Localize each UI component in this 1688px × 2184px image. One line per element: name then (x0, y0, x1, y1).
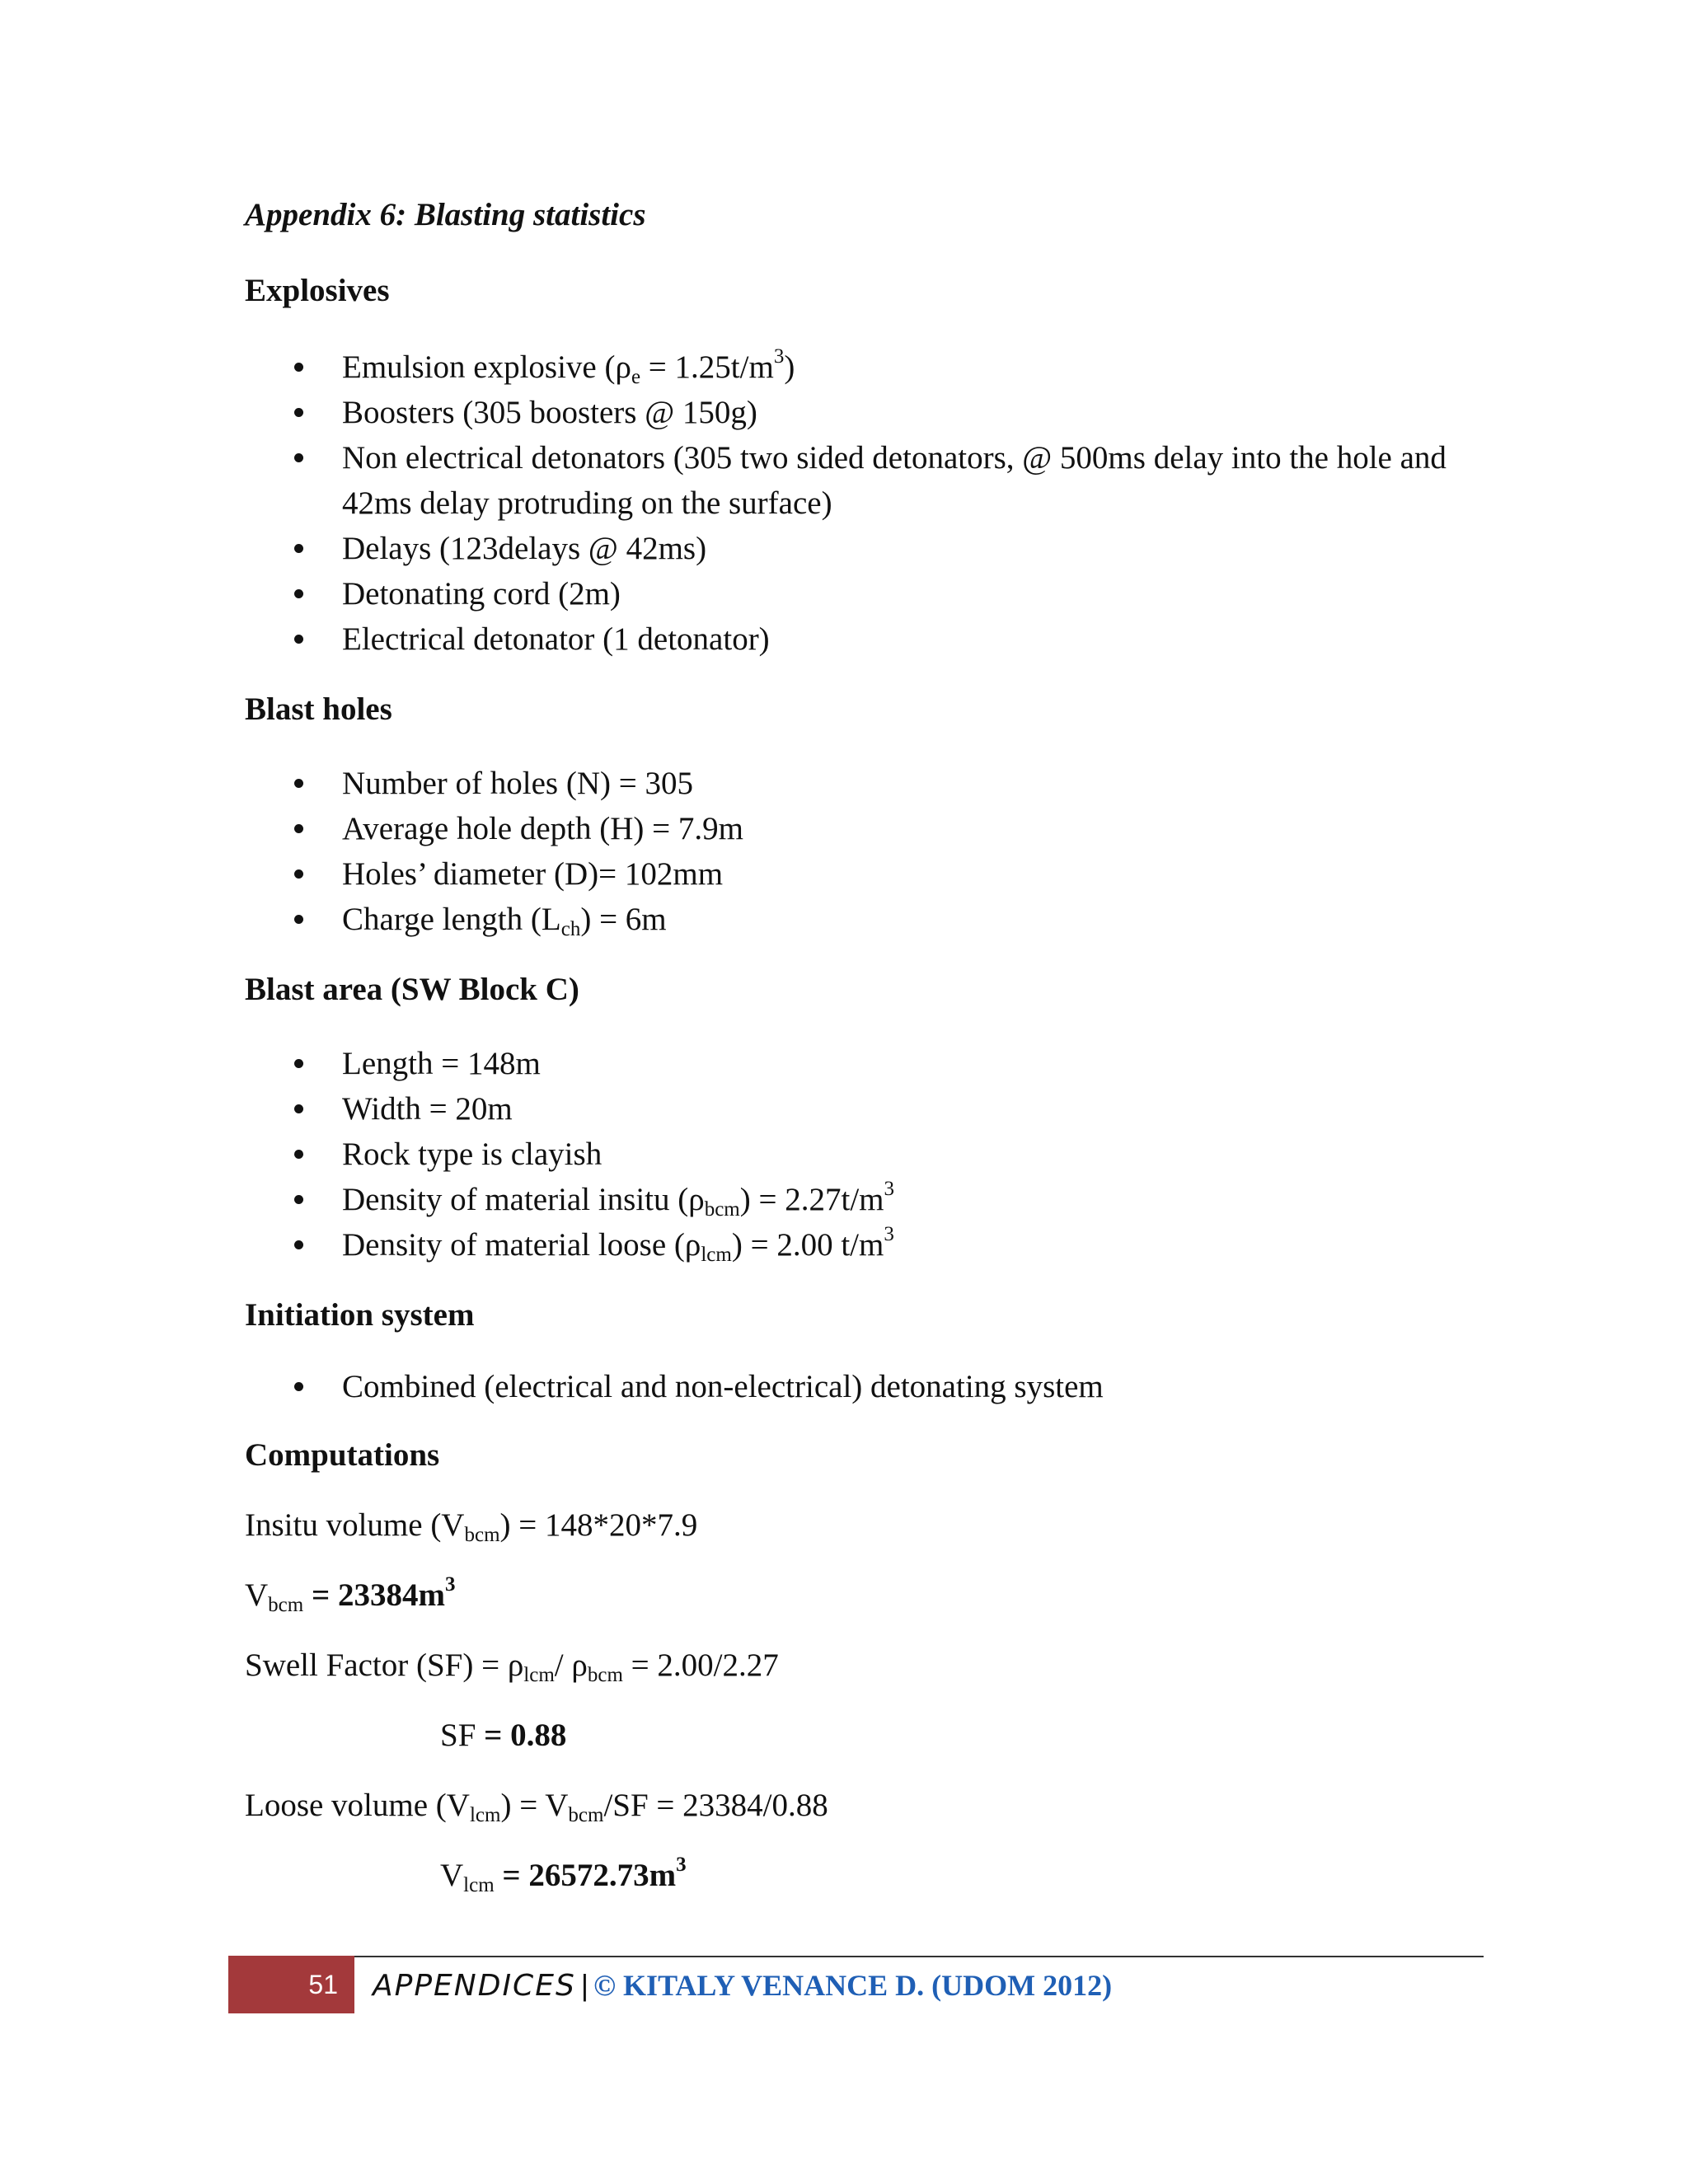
list-item: Holes’ diameter (D)= 102mm (0, 851, 1496, 897)
list-item: Density of material insitu $(\rho_{bcm}) = 2.27t/m^3$ (0, 1177, 1496, 1222)
blast-holes-list (0, 761, 1688, 942)
vbcm-result: $V_{bcm} = 23384m^3$ (245, 1573, 456, 1616)
blast-area-list (0, 1041, 1688, 1268)
heading-explosives: Explosives (245, 273, 390, 308)
list-item: Boosters (305 boosters @ 150g) (0, 390, 1496, 435)
list-item: Electrical detonator (1 detonator) (0, 616, 1496, 662)
footer-rule (354, 1956, 1484, 1957)
heading-initiation-system: Initiation system (245, 1297, 475, 1333)
initiation-list (0, 1364, 1688, 1409)
list-item: Combined (electrical and non-electrical) detonating system (0, 1364, 1496, 1409)
list-item: Emulsion explosive $(\rho_e = 1.25t/m^3)$ (0, 344, 1496, 390)
heading-blast-area: Blast area (SW Block C) (245, 972, 579, 1007)
vlcm-result: $V_{lcm} = 26572.73m^3$ (440, 1854, 687, 1896)
list-item: Rock type is clayish (0, 1132, 1496, 1177)
loose-volume-formula: Loose volume $(V_{lcm}) = V_{bcm}/SF = 23384/0.88$ (245, 1788, 828, 1826)
list-item: Charge length $(L_{ch}) = 6m$ (0, 897, 1496, 942)
list-item: Density of material loose $(\rho_{lcm}) = 2.00$ $t/m^3$ (0, 1222, 1496, 1268)
footer-separator: | (580, 1968, 589, 2002)
footer (373, 1968, 1112, 2003)
list-item: Number of holes (N) = 305 (0, 761, 1496, 806)
explosives-list (0, 344, 1688, 662)
list-item: Delays (123delays @ 42ms) (0, 526, 1496, 571)
heading-blast-holes: Blast holes (245, 691, 392, 727)
swell-factor-formula: Swell Factor $(SF) = \rho_{lcm}/$ $\rho_{bcm} = 2.00/2.27$ (245, 1647, 779, 1686)
list-item: Length = 148m (0, 1041, 1496, 1086)
list-item: Width = 20m (0, 1086, 1496, 1132)
page-number-box (228, 1956, 354, 2013)
footer-section-label: APPENDICES (373, 1969, 576, 2003)
list-item: Average hole depth (H) = 7.9m (0, 806, 1496, 851)
page-number: 51 (308, 1969, 338, 1999)
swell-factor-result: SF = 0.88 (440, 1718, 567, 1753)
appendix-title: Appendix 6: Blasting statistics (245, 197, 646, 232)
footer-copyright: © KITALY VENANCE D. (UDOM 2012) (593, 1969, 1113, 2002)
insitu-volume-formula: Insitu volume $(V_{bcm}) = 148*20*7.9$ (245, 1507, 698, 1546)
heading-computations: Computations (245, 1437, 440, 1473)
list-item: Detonating cord (2m) (0, 571, 1496, 616)
list-item: Non electrical detonators (305 two sided detonators, @ 500ms delay into the hole and 42ms delay protruding on the surface) (0, 435, 1496, 526)
